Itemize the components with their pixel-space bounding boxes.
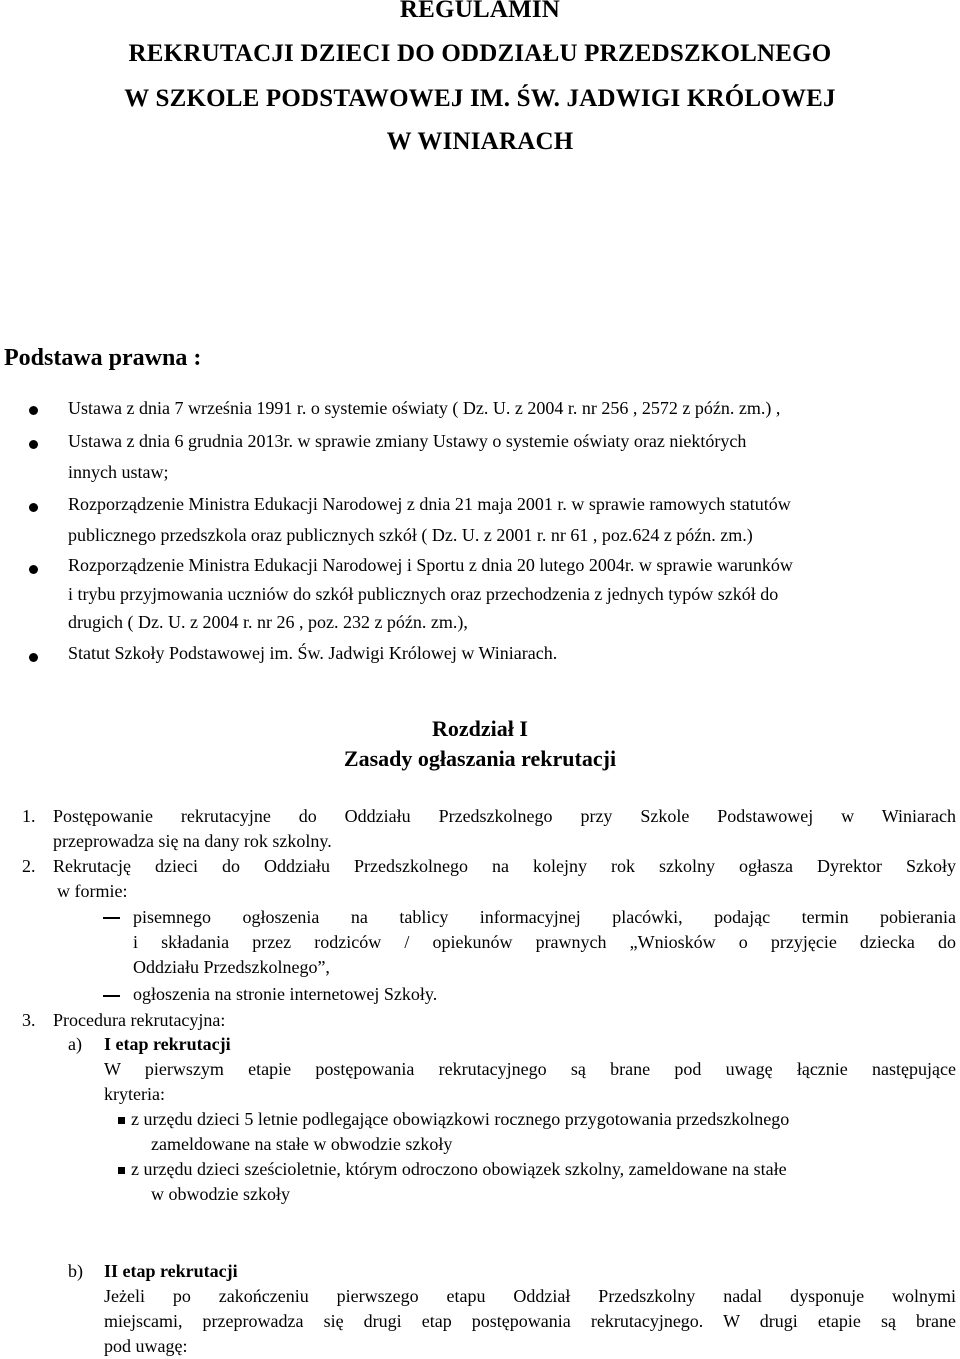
dash-icon <box>103 917 120 919</box>
stage-b-line-2: miejscami, przeprowadza się drugi etap postępowania rekrutacyjnego. W drugi etapie są brane <box>104 1311 956 1331</box>
bullet-icon <box>29 565 38 574</box>
section-1-line-1: Postępowanie rekrutacyjne do Oddziału Przedszkolnego przy Szkole Podstawowej w Winiarach <box>53 806 956 826</box>
section-2-dash-2: ogłoszenia na stronie internetowej Szkoły. <box>133 984 438 1004</box>
criterion-1-line-2: zameldowane na stałe w obwodzie szkoły <box>151 1134 453 1154</box>
stage-a-line-1: W pierwszym etapie postępowania rekrutacyjnego są brane pod uwagę łącznie następujące <box>104 1059 956 1079</box>
chapter-number: Rozdział I <box>432 716 528 741</box>
section-2-dash-1-line-1: pisemnego ogłoszenia na tablicy informacyjnej placówki, podając termin pobierania <box>133 907 956 927</box>
legal-basis-item-1: Ustawa z dnia 7 września 1991 r. o systemie oświaty ( Dz. U. z 2004 r. nr 256 , 2572 z późn. zm.) , <box>68 398 781 418</box>
bullet-icon <box>29 406 38 415</box>
legal-basis-item-3-line-1: Rozporządzenie Ministra Edukacji Narodowej z dnia 21 maja 2001 r. w sprawie ramowych statutów <box>68 494 791 514</box>
legal-basis-item-4-line-2: i trybu przyjmowania uczniów do szkół publicznych oraz przechodzenia z jednych typów szkół do <box>68 584 779 604</box>
section-3-title: Procedura rekrutacyjna: <box>53 1010 226 1030</box>
criterion-2-line-1: z urzędu dzieci sześcioletnie, którym odroczono obowiązek szkolny, zameldowane na stałe <box>131 1159 787 1179</box>
legal-basis-heading: Podstawa prawna : <box>4 345 202 371</box>
stage-b-line-3: pod uwagę: <box>104 1336 188 1356</box>
document-title-line-4: W WINIARACH <box>386 128 574 155</box>
legal-basis-item-2-line-1: Ustawa z dnia 6 grudnia 2013r. w sprawie zmiany Ustawy o systemie oświaty oraz niektórych <box>68 431 747 451</box>
legal-basis-item-4-line-3: drugich ( Dz. U. z 2004 r. nr 26 , poz. 232 z późn. zm.), <box>68 612 468 632</box>
legal-basis-item-2-line-2: innych ustaw; <box>68 462 169 482</box>
section-1-line-2: przeprowadza się na dany rok szkolny. <box>53 831 332 851</box>
chapter-title: Zasady ogłaszania rekrutacji <box>343 746 617 771</box>
bullet-icon <box>29 653 38 662</box>
legal-basis-item-3-line-2: publicznego przedszkola oraz publicznych szkół ( Dz. U. z 2001 r. nr 61 , poz.624 z późn. zm.) <box>68 525 753 545</box>
stage-b-label: b) <box>68 1261 83 1281</box>
legal-basis-item-5: Statut Szkoły Podstawowej im. Św. Jadwigi Królowej w Winiarach. <box>68 643 558 663</box>
dash-icon <box>103 995 120 997</box>
section-1-number: 1. <box>22 806 36 826</box>
criterion-1-line-1: z urzędu dzieci 5 letnie podlegające obowiązkowi rocznego przygotowania przedszkolnego <box>131 1109 790 1129</box>
square-bullet-icon <box>118 1117 125 1124</box>
bullet-icon <box>29 503 38 512</box>
stage-a-label: a) <box>68 1034 82 1054</box>
section-2-dash-1-line-3: Oddziału Przedszkolnego”, <box>133 957 330 977</box>
stage-a-line-2: kryteria: <box>104 1084 165 1104</box>
section-2-number: 2. <box>22 856 36 876</box>
stage-b-title: II etap rekrutacji <box>104 1261 238 1281</box>
legal-basis-item-4-line-1: Rozporządzenie Ministra Edukacji Narodowej i Sportu z dnia 20 lutego 2004r. w sprawie warunków <box>68 555 793 575</box>
criterion-2-line-2: w obwodzie szkoły <box>151 1184 290 1204</box>
section-3-number: 3. <box>22 1010 36 1030</box>
square-bullet-icon <box>118 1167 125 1174</box>
section-2-line-2: w formie: <box>57 881 128 901</box>
stage-b-line-1: Jeżeli po zakończeniu pierwszego etapu Oddział Przedszkolny nadal dysponuje wolnymi <box>104 1286 956 1306</box>
section-2-dash-1-line-2: i składania przez rodziców / opiekunów prawnych „Wniosków o przyjęcie dziecka do <box>133 932 956 952</box>
document-title-line-2: REKRUTACJI DZIECI DO ODDZIAŁU PRZEDSZKOLNEGO <box>128 40 832 67</box>
document-title-line-1: REGULAMIN <box>399 0 561 23</box>
stage-a-title: I etap rekrutacji <box>104 1034 231 1054</box>
section-2-line-1: Rekrutację dzieci do Oddziału Przedszkolnego na kolejny rok szkolny ogłasza Dyrektor Szkoły <box>53 856 956 876</box>
bullet-icon <box>29 440 38 449</box>
document-title-line-3: W SZKOLE PODSTAWOWEJ IM. ŚW. JADWIGI KRÓLOWEJ <box>124 85 836 112</box>
